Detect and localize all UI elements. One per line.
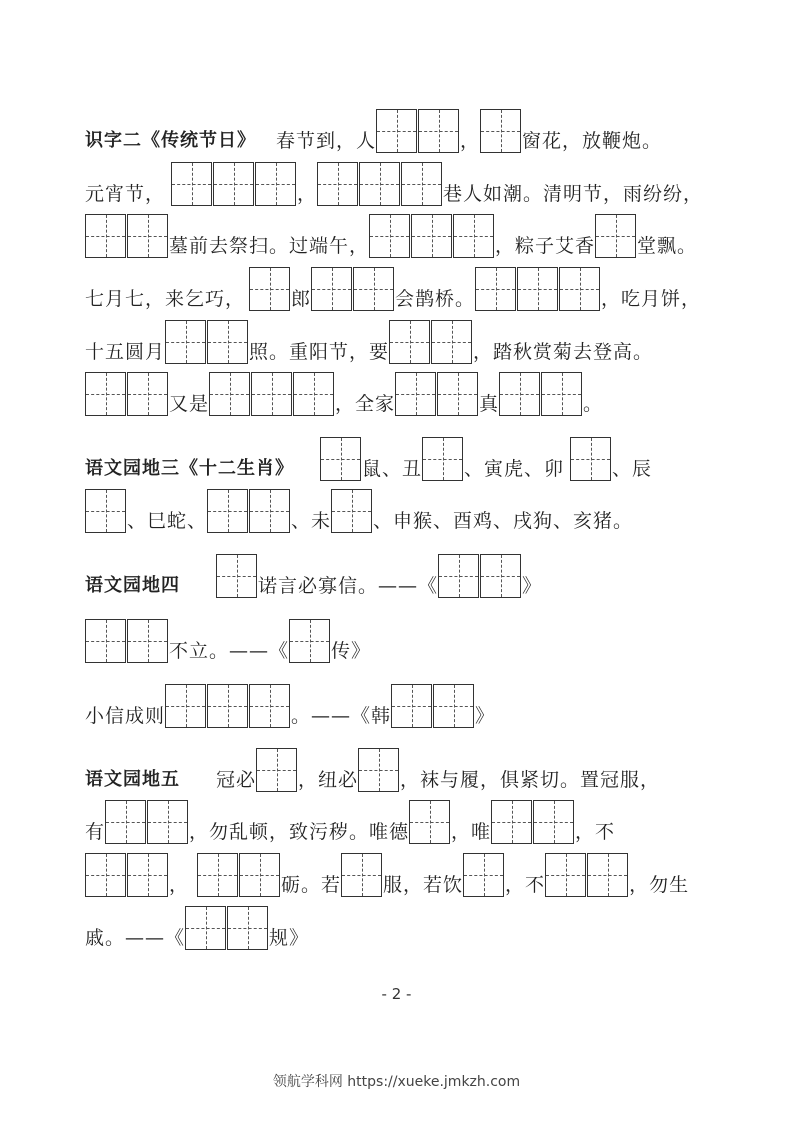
- answer-boxes[interactable]: [216, 554, 258, 598]
- s1-line-2: 元宵节， ， 巷人如潮。清明节，雨纷纷，: [85, 160, 703, 206]
- answer-boxes[interactable]: [358, 748, 400, 792]
- s3-line-2: 不立。——《 传》: [85, 617, 371, 663]
- answer-boxes[interactable]: [376, 109, 460, 153]
- section-title: 识字二《传统节日》: [85, 130, 256, 151]
- answer-boxes[interactable]: [311, 267, 395, 311]
- answer-boxes[interactable]: [320, 437, 362, 481]
- answer-boxes[interactable]: [422, 437, 464, 481]
- s1-line-5: 十五圆月 照。重阳节，要 ，踏秋赏菊去登高。: [85, 318, 653, 364]
- s1-line-1: 识字二《传统节日》 春节到，人 ， 窗花，放鞭炮。: [85, 107, 662, 153]
- answer-boxes[interactable]: [545, 853, 629, 897]
- answer-boxes[interactable]: [409, 800, 451, 844]
- answer-boxes[interactable]: [595, 214, 637, 258]
- answer-boxes[interactable]: [369, 214, 495, 258]
- answer-boxes[interactable]: [85, 214, 169, 258]
- section-title: 语文园地四: [85, 575, 180, 596]
- section-title: 语文园地三《十二生肖》: [85, 458, 294, 479]
- answer-boxes[interactable]: [475, 267, 601, 311]
- answer-boxes[interactable]: [341, 853, 383, 897]
- answer-boxes[interactable]: [207, 489, 291, 533]
- answer-boxes[interactable]: [165, 320, 249, 364]
- s4-line-4: 戚。——《 规》: [85, 904, 309, 950]
- answer-boxes[interactable]: [105, 800, 189, 844]
- answer-boxes[interactable]: [289, 619, 331, 663]
- answer-boxes[interactable]: [395, 372, 479, 416]
- answer-boxes[interactable]: [85, 372, 169, 416]
- s3-line-3: 小信成则 。——《韩 》: [85, 682, 495, 728]
- page-number: - 2 -: [381, 985, 412, 1003]
- s3-line-1: 语文园地四 诺言必寡信。——《 》: [85, 552, 542, 598]
- answer-boxes[interactable]: [463, 853, 505, 897]
- answer-boxes[interactable]: [491, 800, 575, 844]
- s1-line-4: 七月七，来乞巧， 郎 会鹊桥。 ，吃月饼，: [85, 265, 701, 311]
- answer-boxes[interactable]: [171, 162, 297, 206]
- answer-boxes[interactable]: [391, 684, 475, 728]
- footer-watermark: 领航学科网 https://xueke.jmkzh.com: [272, 1074, 521, 1090]
- s4-line-1: 语文园地五 冠必 ，纽必 ，袜与履，俱紧切。置冠服，: [85, 746, 660, 792]
- s1-line-6: 又是 ，全家 真 。: [85, 370, 603, 416]
- section-title: 语文园地五: [85, 769, 180, 790]
- s2-line-2: 、巳蛇、 、未 、申猴、酉鸡、戌狗、亥猪。: [85, 487, 633, 533]
- answer-boxes[interactable]: [331, 489, 373, 533]
- answer-boxes[interactable]: [317, 162, 443, 206]
- answer-boxes[interactable]: [197, 853, 281, 897]
- answer-boxes[interactable]: [438, 554, 522, 598]
- s4-line-3: ， 砺。若 服，若饮 ，不 ，勿生: [85, 851, 689, 897]
- answer-boxes[interactable]: [570, 437, 612, 481]
- s1-line-3: 墓前去祭扫。过端午， ，粽子艾香 堂飘。: [85, 212, 697, 258]
- answer-boxes[interactable]: [209, 372, 335, 416]
- answer-boxes[interactable]: [85, 489, 127, 533]
- answer-boxes[interactable]: [85, 619, 169, 663]
- answer-boxes[interactable]: [249, 267, 291, 311]
- answer-boxes[interactable]: [389, 320, 473, 364]
- answer-boxes[interactable]: [256, 748, 298, 792]
- answer-boxes[interactable]: [185, 906, 269, 950]
- answer-boxes[interactable]: [480, 109, 522, 153]
- s4-line-2: 有 ，勿乱顿，致污秽。唯德 ，唯 ，不: [85, 798, 615, 844]
- answer-boxes[interactable]: [165, 684, 291, 728]
- answer-boxes[interactable]: [85, 853, 169, 897]
- answer-boxes[interactable]: [499, 372, 583, 416]
- s2-line-1: 语文园地三《十二生肖》 鼠、丑 、寅虎、卯 、辰: [85, 435, 652, 481]
